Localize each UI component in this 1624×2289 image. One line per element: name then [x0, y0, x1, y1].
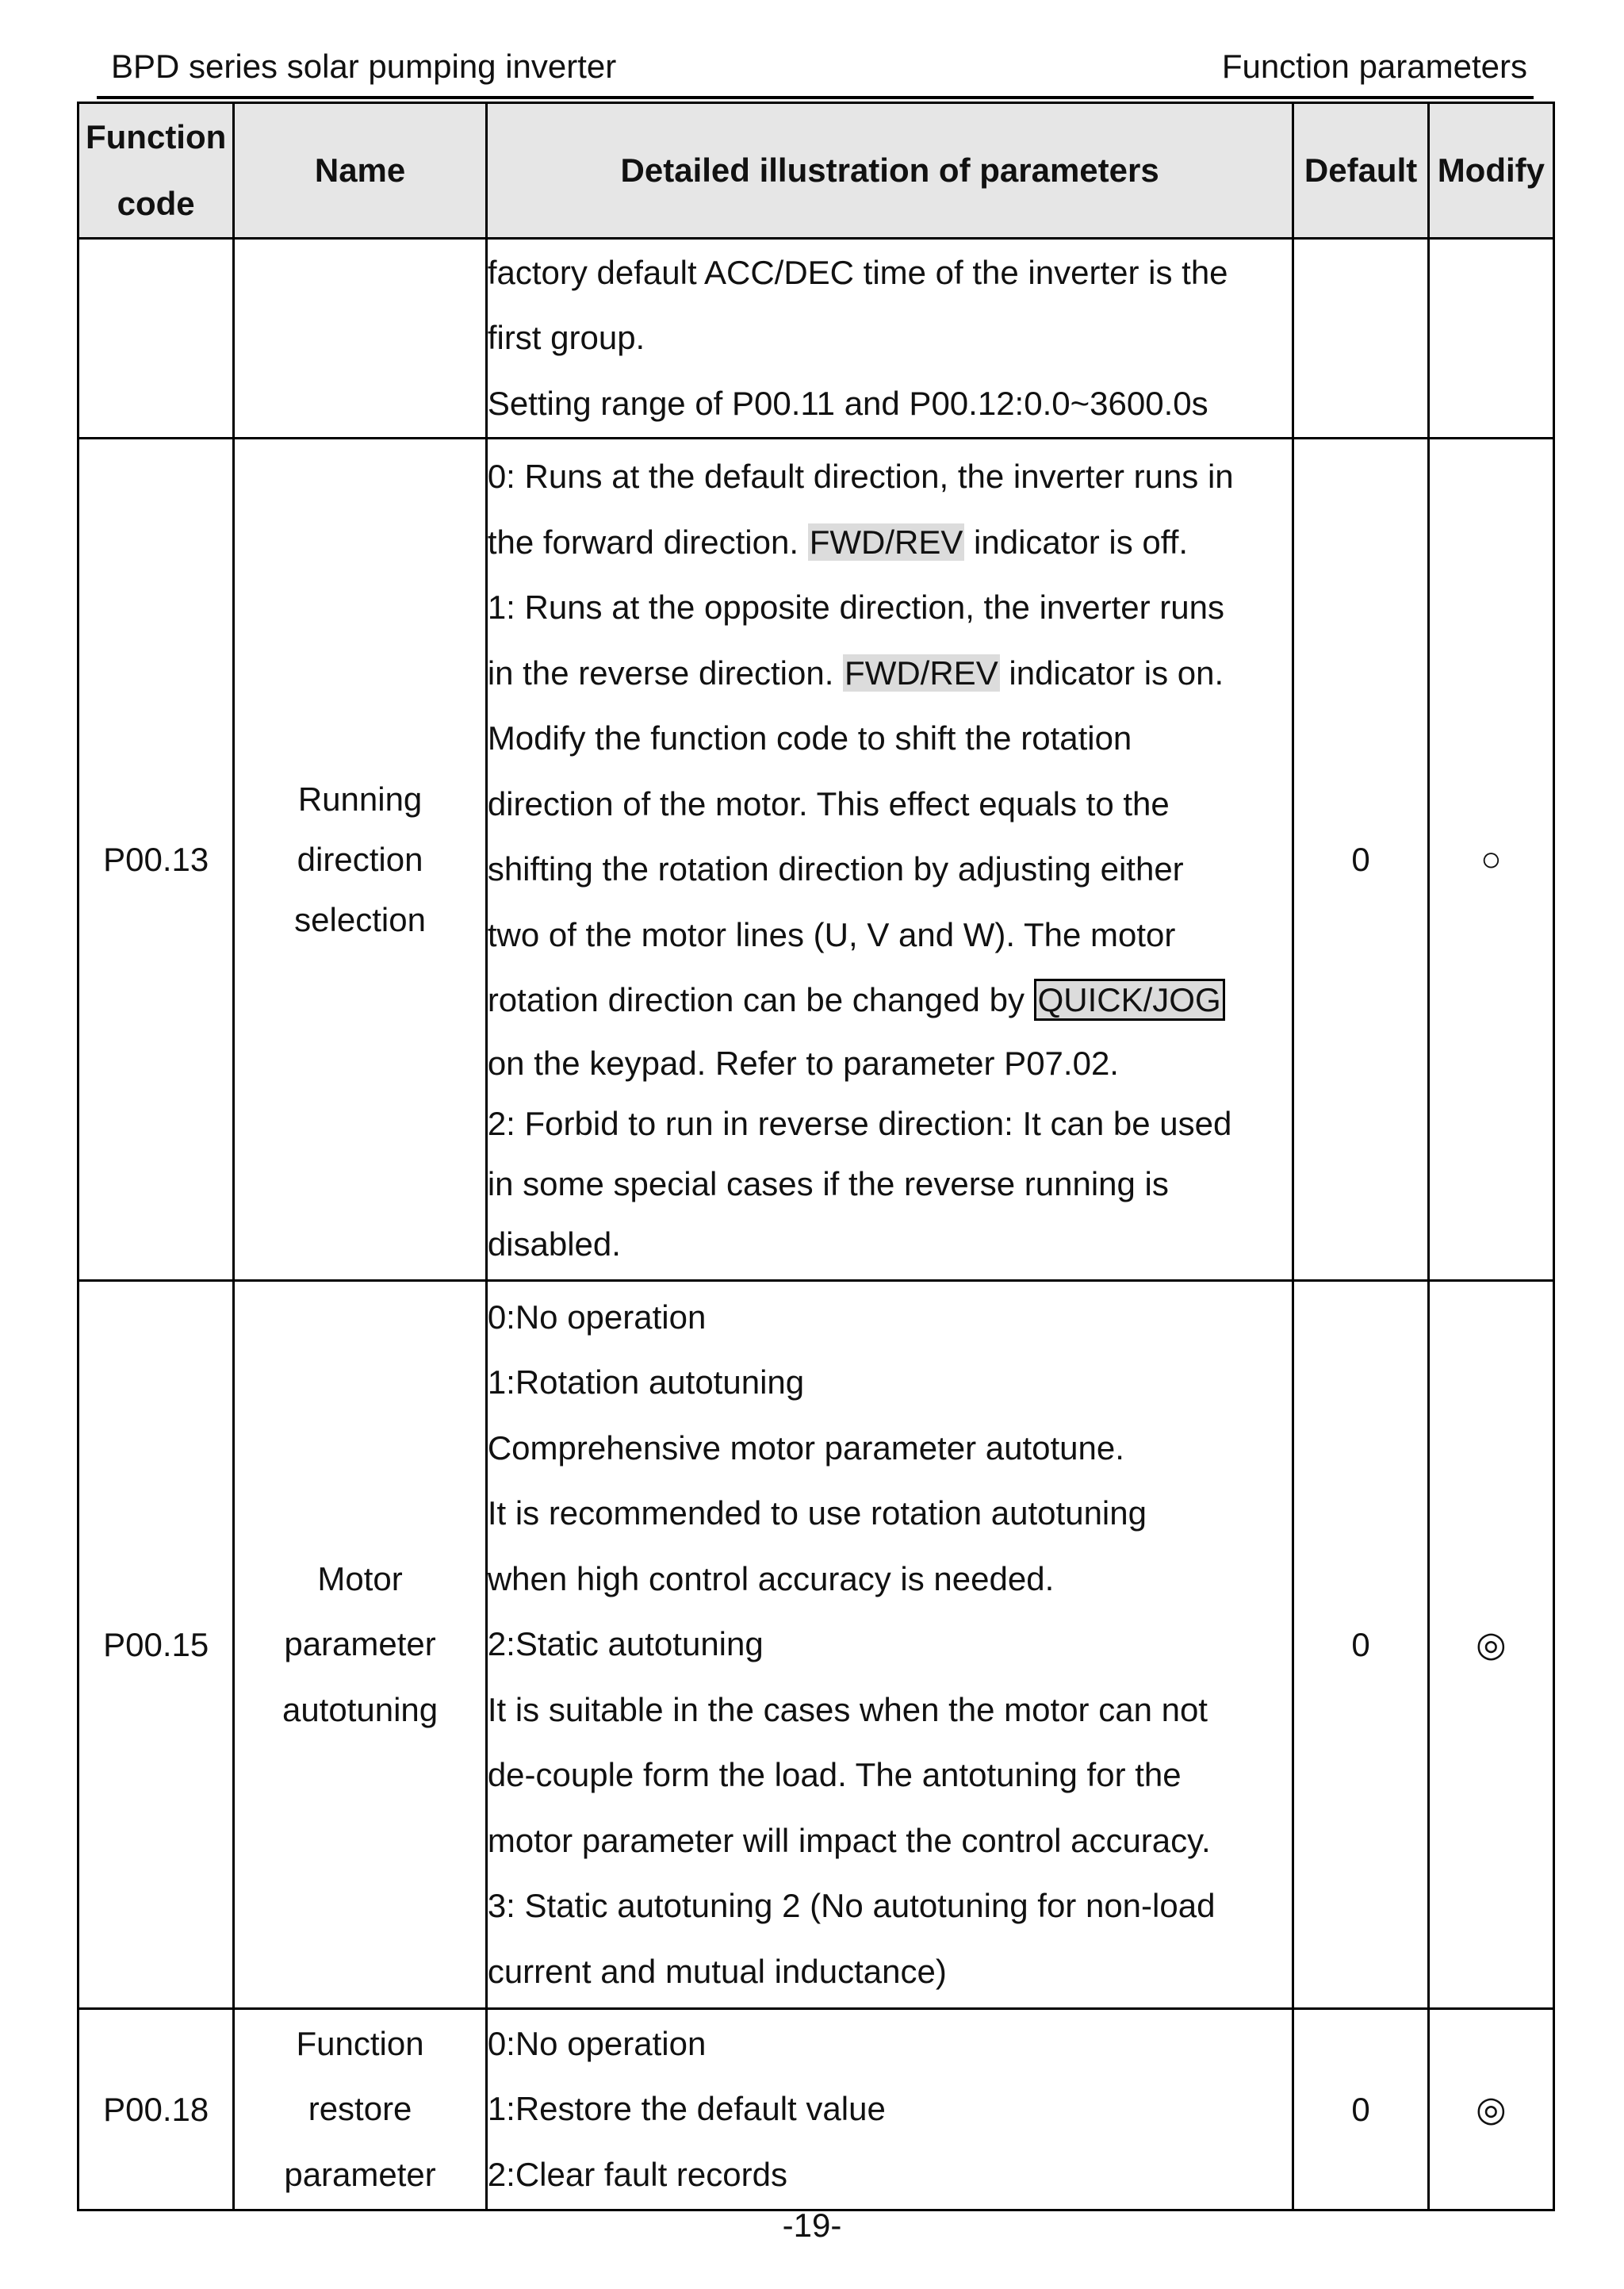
cell-detail [486, 2009, 1293, 2210]
name-line: parameter [284, 2155, 436, 2193]
detail-text: the forward direction. [487, 523, 799, 561]
detail-line: de-couple form the load. The antotuning for the [487, 1756, 1182, 1794]
name-line: restore [308, 2090, 412, 2128]
cell-default: 0 [1293, 2009, 1428, 2210]
name-line: Motor [317, 1559, 403, 1597]
name-line: direction [297, 840, 423, 878]
detail-line: on the keypad. Refer to parameter P07.02. [487, 1044, 1119, 1082]
detail-line: two of the motor lines (U, V and W). The motor [487, 915, 1176, 953]
name-line: Running [297, 780, 423, 818]
detail-line: shifting the rotation direction by adjusting either [487, 850, 1184, 888]
detail-line: when high control accuracy is needed. [487, 1559, 1055, 1597]
cell-function-code: P00.18 [79, 2009, 234, 2210]
table-row-p00-13 [79, 439, 1554, 1281]
column-header-function-code [79, 103, 234, 239]
column-header-default: Default [1293, 103, 1428, 239]
detail-line: first group. [487, 319, 645, 357]
table-row-p00-15 [79, 1281, 1554, 2009]
detail-text: indicator is on. [1009, 654, 1224, 692]
detail-text: in the reverse direction. [487, 654, 834, 692]
detail-line: Setting range of P00.11 and P00.12:0.0~3600.0s [487, 384, 1208, 422]
cell-detail [486, 1281, 1293, 2009]
detail-text: indicator is off. [974, 523, 1189, 561]
column-header-code-line2: code [117, 185, 195, 222]
detail-line: Modify the function code to shift the rotation [487, 719, 1132, 757]
cell-default: 0 [1293, 439, 1428, 1281]
page-number: -19- [782, 2207, 842, 2244]
column-header-modify: Modify [1428, 103, 1553, 239]
detail-line: current and mutual inductance) [487, 1952, 947, 1990]
cell-default-empty [1293, 239, 1428, 439]
table-row-continuation [79, 239, 1554, 439]
detail-line: It is recommended to use rotation autotuning [487, 1494, 1147, 1532]
quick-jog-key-label: QUICK/JOG [1034, 979, 1225, 1021]
header-divider [97, 96, 1534, 99]
detail-line: 2:Static autotuning [487, 1625, 764, 1663]
name-line: autotuning [282, 1690, 439, 1728]
cell-code-empty [79, 239, 234, 439]
detail-line: 1:Restore the default value [487, 2090, 886, 2128]
fwd-rev-indicator-label: FWD/REV [809, 523, 963, 561]
detail-line: factory default ACC/DEC time of the inverter is the [487, 253, 1228, 291]
detail-line: 0:No operation [487, 2024, 707, 2062]
modify-double-circle-icon: ◎ [1428, 1281, 1553, 2009]
detail-line [488, 641, 1293, 707]
column-header-code-line1: Function [86, 118, 227, 155]
detail-line: 3: Static autotuning 2 (No autotuning for non-load [487, 1887, 1216, 1925]
detail-text: rotation direction can be changed by [487, 981, 1025, 1019]
detail-line: Comprehensive motor parameter autotune. [487, 1428, 1124, 1467]
cell-name [234, 2009, 487, 2210]
name-line: Function [296, 2024, 424, 2062]
cell-function-code: P00.13 [79, 439, 234, 1281]
detail-line: 2:Clear fault records [487, 2155, 787, 2193]
table-row-p00-18 [79, 2009, 1554, 2210]
function-parameter-table [77, 102, 1555, 2211]
detail-line: It is suitable in the cases when the motor can not [487, 1690, 1208, 1728]
cell-name [234, 439, 487, 1281]
detail-line: disabled. [487, 1225, 621, 1263]
column-header-detail: Detailed illustration of parameters [486, 103, 1293, 239]
cell-name-empty [234, 239, 487, 439]
detail-line: 0:No operation [487, 1298, 707, 1336]
detail-line: in some special cases if the reverse running is [487, 1164, 1169, 1202]
detail-line: 1: Runs at the opposite direction, the inverter runs [487, 589, 1225, 627]
header-document-title: BPD series solar pumping inverter [111, 48, 617, 85]
fwd-rev-indicator-label: FWD/REV [845, 654, 998, 692]
detail-line: direction of the motor. This effect equals to the [487, 784, 1170, 822]
detail-line: 1:Rotation autotuning [487, 1363, 805, 1401]
name-line: selection [294, 900, 426, 938]
cell-function-code: P00.15 [79, 1281, 234, 2009]
detail-line: 0: Runs at the default direction, the inverter runs in [487, 458, 1234, 496]
cell-modify-empty [1428, 239, 1553, 439]
detail-line [488, 510, 1293, 576]
modify-circle-icon: ○ [1428, 439, 1553, 1281]
table-header-row [79, 103, 1554, 239]
detail-line: motor parameter will impact the control accuracy. [487, 1821, 1211, 1859]
detail-line [488, 968, 1293, 1033]
header-section-title: Function parameters [1221, 48, 1527, 85]
cell-default: 0 [1293, 1281, 1428, 2009]
column-header-name: Name [234, 103, 487, 239]
detail-line: 2: Forbid to run in reverse direction: It can be used [487, 1104, 1232, 1142]
name-line: parameter [284, 1625, 436, 1663]
modify-double-circle-icon: ◎ [1428, 2009, 1553, 2210]
cell-detail [486, 239, 1293, 439]
cell-name [234, 1281, 487, 2009]
cell-detail [486, 439, 1293, 1281]
